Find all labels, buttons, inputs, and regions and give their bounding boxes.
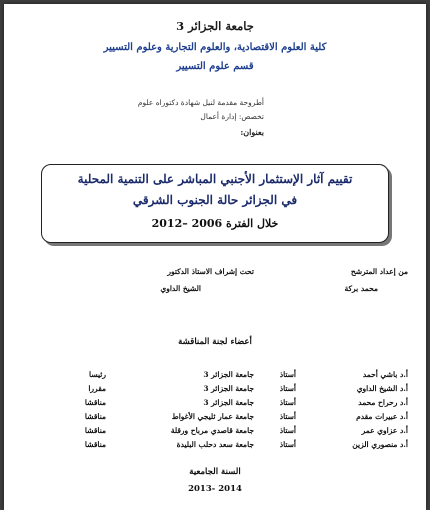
member-institution: جامعة الجزائر 3 (203, 398, 254, 407)
titled-label: بعنوان: (240, 127, 264, 137)
member-role: مناقشا (84, 398, 106, 407)
faculty-name: كلية العلوم الاقتصادية، والعلوم التجارية وعلوم التسيير (103, 42, 327, 53)
member-institution: جامعة الجزائر 3 (203, 384, 254, 393)
committee-row (4, 440, 426, 454)
thesis-title-line-3: خلال الفترة 2006 –2012 (151, 217, 279, 230)
member-rank: أستاذ (279, 398, 296, 407)
committee-title: أعضاء لجنة المناقشة (178, 337, 252, 347)
member-institution: جامعة عمار ثليجي الأغواط (171, 412, 254, 421)
member-name: أ.د عبيرات مقدم (356, 412, 408, 421)
member-role: مناقشا (84, 440, 106, 449)
member-name: أ.د عزاوي عمر (361, 426, 408, 435)
prepared-by-label: من إعداد المترشح (350, 267, 408, 276)
thesis-title-line-2: في الجزائر حالة الجنوب الشرقي (132, 193, 298, 207)
candidate-name: محمد بركة (344, 284, 378, 293)
thesis-type: أطروحة مقدمة لنيل شهادة دكتوراه علوم (137, 98, 264, 107)
thesis-cover-page (4, 4, 426, 510)
member-rank: أستاذ (279, 426, 296, 435)
supervisor-label: تحت إشراف الاستاذ الدكتور (167, 267, 254, 276)
committee-row (4, 370, 426, 384)
member-institution: جامعة سعد دحلب البليدة (176, 440, 254, 449)
committee-row (4, 426, 426, 440)
member-rank: أستاذ (279, 384, 296, 393)
supervisor-name: الشيخ الداوي (160, 284, 201, 293)
academic-year: 2014 -2013 (188, 484, 242, 494)
committee-row (4, 412, 426, 426)
member-role: مناقشا (84, 426, 106, 435)
member-rank: أستاذ (279, 412, 296, 421)
department-name: قسم علوم التسيير (176, 61, 254, 72)
member-name: أ.د منصوري الزين (352, 440, 408, 449)
member-name: أ.د رحراح محمد (358, 398, 408, 407)
specialty: تخصص: إدارة أعمال (200, 112, 264, 121)
member-institution: جامعة قاصدي مرباح ورقلة (170, 426, 254, 435)
member-name: أ.د الشيخ الداوي (356, 384, 408, 393)
member-role: رئيسا (89, 370, 106, 379)
thesis-title-line-1: تقييم آثار الإستثمار الأجنبي المباشر على التنمية المحلية (77, 172, 353, 186)
committee-row (4, 384, 426, 398)
university-name: جامعة الجزائر 3 (176, 19, 254, 33)
member-name: أ.د باشي أحمد (362, 370, 408, 379)
member-role: مقررا (88, 384, 106, 393)
member-rank: أستاذ (279, 370, 296, 379)
academic-year-label: السنة الجامعية (189, 467, 241, 477)
member-rank: أستاذ (279, 440, 296, 449)
committee-row (4, 398, 426, 412)
thesis-title-box (41, 164, 389, 243)
member-role: مناقشا (84, 412, 106, 421)
member-institution: جامعة الجزائر 3 (203, 370, 254, 379)
